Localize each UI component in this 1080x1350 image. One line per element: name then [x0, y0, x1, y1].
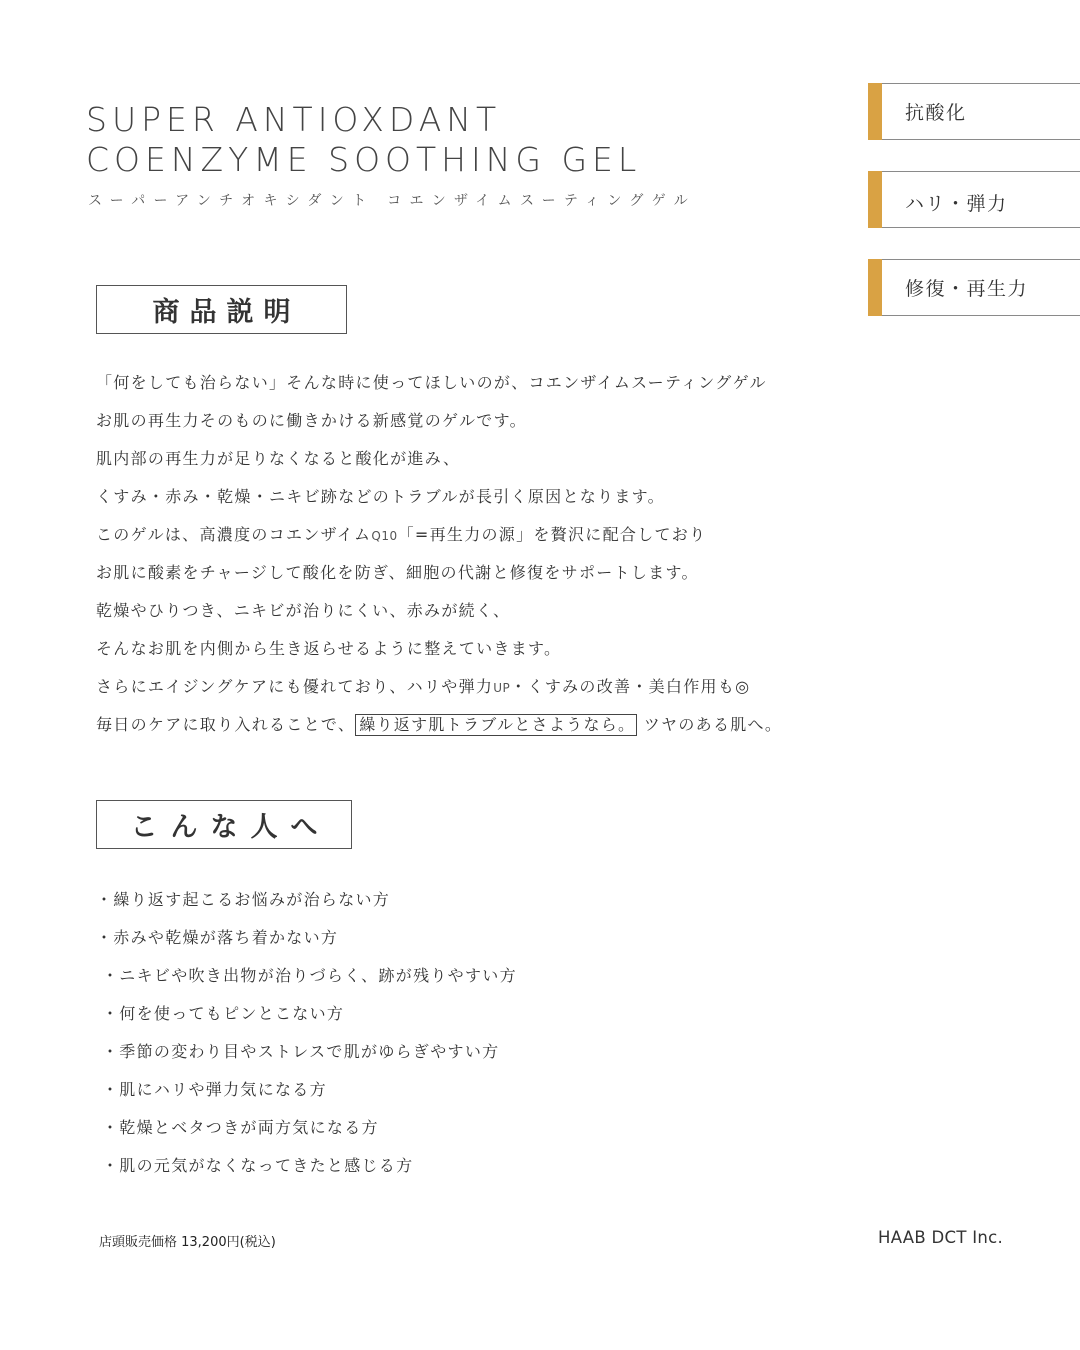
highlighted-phrase: 繰り返す肌トラブルとさようなら。 [355, 714, 637, 736]
tag-label: 修復・再生力 [905, 277, 1029, 300]
section-heading-for-whom: こんな人へ [96, 800, 352, 849]
text-segment: ・くすみの改善・美白作用も◎ [510, 677, 751, 696]
product-title-english [86, 100, 641, 180]
description-line [96, 673, 836, 711]
feature-tag-firmness [868, 171, 1080, 228]
description-line: 「何をしても治らない」そんな時に使ってほしいのが、コエンザイムスーティングゲル [96, 373, 767, 392]
text-segment: このゲルは、高濃度のコエンザイム [96, 525, 372, 544]
ingredient-q10: Q10 [371, 529, 398, 543]
feature-tag-antioxidant [868, 83, 1080, 140]
list-item: ・肌の元気がなくなってきたと感じる方 [102, 1156, 414, 1175]
description-line: そんなお肌を内側から生き返らせるように整えていきます。 [96, 639, 562, 658]
tag-label: 抗酸化 [905, 102, 967, 124]
description-line: 肌内部の再生力が足りなくなると酸化が進み、 [96, 449, 461, 468]
text-segment: 毎日のケアに取り入れることで、 [96, 715, 356, 734]
up-label: UP [493, 681, 511, 695]
description-line: くすみ・赤み・乾燥・ニキビ跡などのトラブルが長引く原因となります。 [96, 487, 665, 506]
tag-accent-bar [868, 83, 882, 140]
tag-accent-bar [868, 259, 882, 316]
target-audience-list [96, 886, 517, 1190]
description-line: お肌に酸素をチャージして酸化を防ぎ、細胞の代謝と修復をサポートします。 [96, 563, 699, 582]
text-segment: 「=再生力の源」を贅沢に配合しており [397, 525, 707, 544]
list-item: ・赤みや乾燥が落ち着かない方 [96, 928, 339, 947]
list-item: ・乾燥とベタつきが両方気になる方 [102, 1118, 379, 1137]
retail-price: 店頭販売価格 13,200円(税込) [99, 1235, 276, 1250]
tag-accent-bar [868, 171, 882, 228]
list-item: ・季節の変わり目やストレスで肌がゆらぎやすい方 [102, 1042, 500, 1061]
description-line [96, 521, 836, 559]
title-line-2: COENZYME SOOTHING GEL [86, 140, 642, 179]
list-item: ・肌にハリや弾力気になる方 [102, 1080, 327, 1099]
list-item: ・ニキビや吹き出物が治りづらく、跡が残りやすい方 [102, 966, 517, 985]
description-line: お肌の再生力そのものに働きかける新感覚のゲルです。 [96, 411, 527, 430]
list-item: ・繰り返す起こるお悩みが治らない方 [96, 890, 391, 909]
section-heading-description: 商品説明 [96, 285, 347, 334]
tag-label: ハリ・弾力 [905, 193, 1008, 215]
title-line-1: SUPER ANTIOXDANT [86, 100, 502, 139]
company-name: HAAB DCT Inc. [878, 1228, 1004, 1247]
product-description [96, 369, 836, 749]
text-segment: さらにエイジングケアにも優れており、ハリや弾力 [96, 677, 494, 696]
description-line: 乾燥やひりつき、ニキビが治りにくい、赤みが続く、 [96, 601, 511, 620]
product-title-japanese: スーパーアンチオキシダント コエンザイムスーティングゲル [88, 193, 696, 209]
feature-tag-repair [868, 259, 1080, 316]
text-segment: ツヤのある肌へ。 [637, 715, 783, 734]
list-item: ・何を使ってもピンとこない方 [102, 1004, 345, 1023]
description-line [96, 711, 836, 749]
